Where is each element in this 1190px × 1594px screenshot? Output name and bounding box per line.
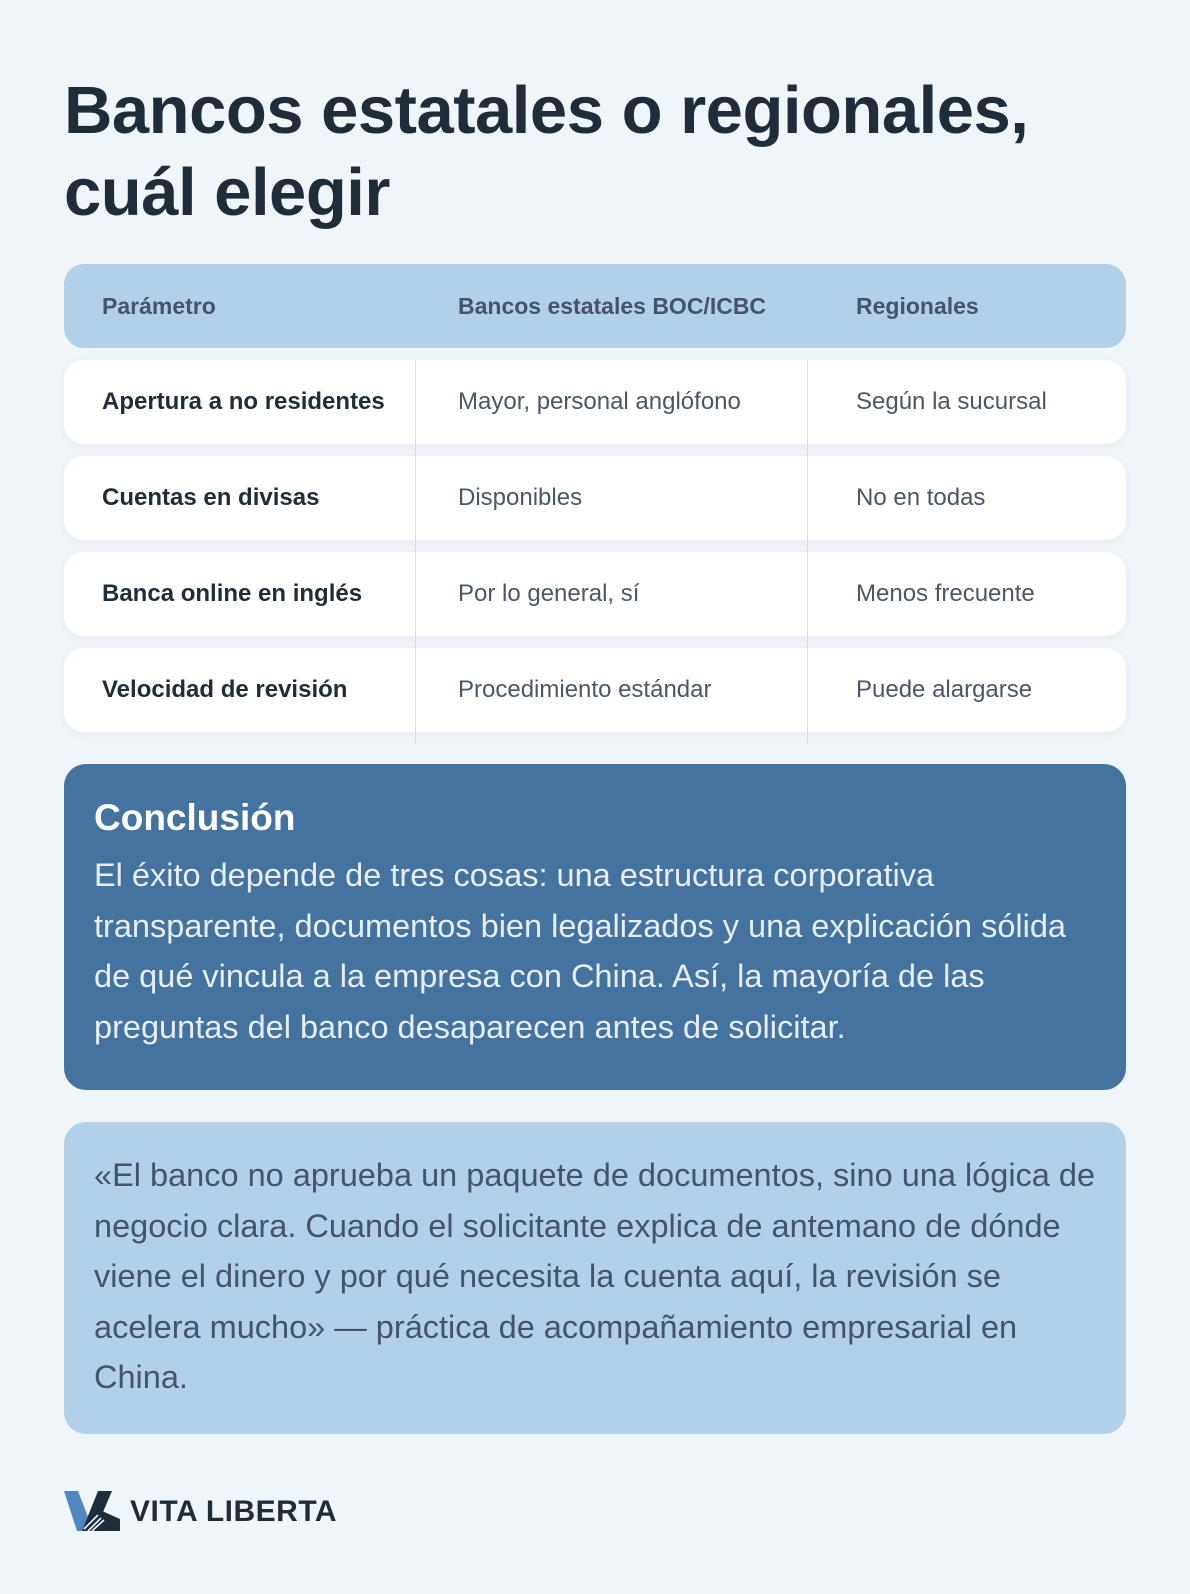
page-title: Bancos estatales o regionales, cuál elegir bbox=[64, 73, 1029, 230]
row-regional-value: No en todas bbox=[856, 484, 986, 511]
quote-card bbox=[64, 1122, 1126, 1434]
row-parameter: Cuentas en divisas bbox=[102, 484, 320, 511]
row-state-value: Procedimiento estándar bbox=[458, 676, 712, 703]
table-header bbox=[64, 264, 1126, 348]
row-parameter: Apertura a no residentes bbox=[102, 388, 385, 415]
column-divider bbox=[807, 360, 808, 744]
column-divider bbox=[415, 360, 416, 744]
vita-liberta-logo-icon bbox=[64, 1491, 120, 1533]
row-parameter: Velocidad de revisión bbox=[102, 676, 348, 703]
conclusion-card bbox=[64, 764, 1126, 1090]
conclusion-text: El éxito depende de tres cosas: una estructura corporativa transparente, documentos bien legalizados y una explicación sólida de qué vincula a la empresa con China. Así, la mayoría de las preguntas del banco desaparecen antes de solicitar. bbox=[94, 857, 1067, 1045]
table-row bbox=[64, 552, 1126, 636]
table-body bbox=[64, 360, 1126, 732]
row-state-value: Mayor, personal anglófono bbox=[458, 388, 741, 415]
table-row bbox=[64, 360, 1126, 444]
comparison-table bbox=[64, 264, 1126, 732]
conclusion-title: Conclusión bbox=[94, 797, 296, 838]
row-parameter: Banca online en inglés bbox=[102, 580, 363, 607]
header-parameter: Parámetro bbox=[102, 292, 216, 319]
row-state-value: Disponibles bbox=[458, 484, 583, 511]
row-state-value: Por lo general, sí bbox=[458, 580, 640, 607]
brand-logo bbox=[64, 1490, 337, 1534]
brand-name: VITA LIBERTA bbox=[130, 1495, 338, 1528]
header-regional-banks: Regionales bbox=[856, 292, 979, 319]
quote-text: «El banco no aprueba un paquete de documentos, sino una lógica de negocio clara. Cuando el solicitante explica de antemano de dónde viene el dinero y por qué necesita la cuenta aquí, la revisión se acelera mucho» — práctica de acompañamiento empresarial en China. bbox=[94, 1157, 1096, 1395]
row-regional-value: Puede alargarse bbox=[856, 676, 1033, 703]
table-row bbox=[64, 456, 1126, 540]
row-regional-value: Según la sucursal bbox=[856, 388, 1047, 415]
header-state-banks: Bancos estatales BOC/ICBC bbox=[458, 292, 767, 319]
table-row bbox=[64, 648, 1126, 732]
row-regional-value: Menos frecuente bbox=[856, 580, 1035, 607]
